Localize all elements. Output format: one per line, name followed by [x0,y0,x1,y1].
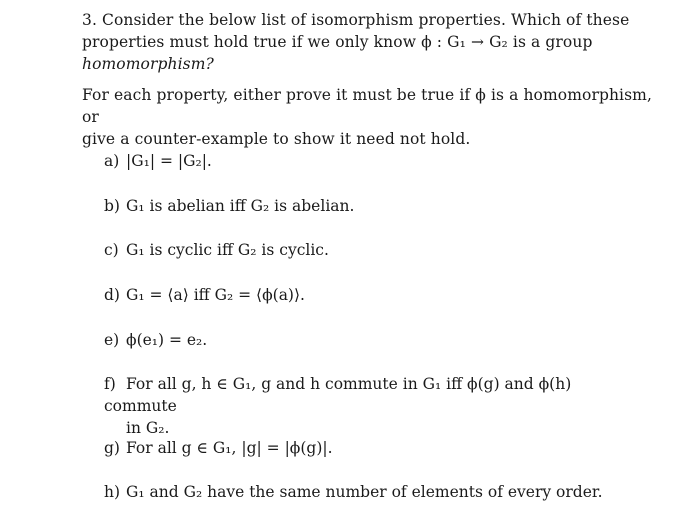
item-text: For all g ∈ G₁, |g| = |ϕ(g)|. [126,439,333,457]
list-item-c [104,239,644,261]
list-item-d [104,284,644,306]
item-label: b) [104,197,120,215]
item-label: c) [104,241,119,259]
question-paragraph [82,9,672,75]
item-text: ϕ(e₁) = e₂. [126,331,208,349]
item-label: f) [104,375,116,393]
instructions-paragraph [82,84,672,150]
question-line-3: homomorphism? [82,55,214,73]
list-item-h [104,481,644,503]
item-text: G₁ and G₂ have the same number of elements of every order. [126,483,603,501]
list-item-b [104,195,644,217]
item-label: a) [104,152,120,170]
item-label: h) [104,483,121,501]
list-item-e [104,329,644,351]
instructions-line-2: give a counter-example to show it need not hold. [82,130,471,148]
item-text: G₁ is abelian iff G₂ is abelian. [126,197,355,215]
item-text-line-1: For all g, h ∈ G₁, g and h commute in G₁ iff ϕ(g) and ϕ(h) commute [104,375,572,415]
item-text: |G₁| = |G₂|. [126,152,212,170]
item-text: G₁ is cyclic iff G₂ is cyclic. [126,241,329,259]
item-label: e) [104,331,120,349]
list-item-g [104,437,644,459]
item-label: d) [104,286,120,304]
question-line-2: properties must hold true if we only know ϕ : G₁ → G₂ is a group [82,33,593,51]
item-text-line-2: in G₂. [126,419,170,437]
question-line-1: 3. Consider the below list of isomorphism properties. Which of these [82,11,630,29]
instructions-line-1: For each property, either prove it must be true if ϕ is a homomorphism, or [82,86,652,126]
item-label: g) [104,439,120,457]
list-item-f [104,373,644,439]
item-text: G₁ = ⟨a⟩ iff G₂ = ⟨ϕ(a)⟩. [126,286,305,304]
list-item-a [104,150,644,172]
